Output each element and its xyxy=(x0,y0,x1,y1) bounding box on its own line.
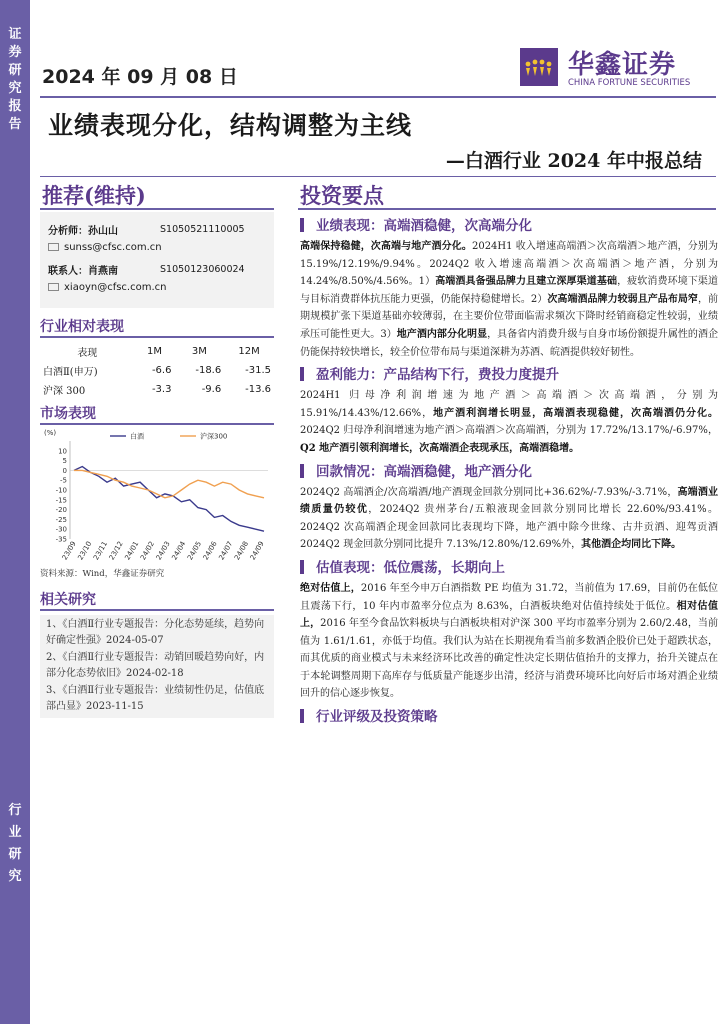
y-axis-label: (%) xyxy=(44,429,57,437)
section-heading xyxy=(300,707,718,727)
x-tick-label: 24/02 xyxy=(139,540,157,562)
heading-bar-icon xyxy=(300,218,304,232)
table-cell: -13.6 xyxy=(245,384,271,395)
body-text: 2016 年至今申万白酒指数 PE 均值为 31.72，当前值为 17.69，目前仍在低位且震荡下行，10 年内市盈率分位点为 8.63%，白酒板块绝对估值持续处于低位。 xyxy=(300,582,718,612)
key-points-column xyxy=(300,212,718,729)
related-item[interactable]: 2、《白酒Ⅱ行业专题报告：动销回暖趋势向好，内部分化态势依旧》2024-02-18 xyxy=(46,652,265,679)
section-heading-text: 回款情况：高端酒稳健，地产酒分化 xyxy=(316,463,532,480)
contact-email[interactable]: xiaoyn@cfsc.com.cn xyxy=(64,282,167,293)
sidebar-char: 券 xyxy=(8,45,22,60)
sidebar-char: 研 xyxy=(8,847,22,862)
performance-title: 行业相对表现 xyxy=(40,316,274,338)
series-line-baijiu xyxy=(74,467,264,532)
bold-text: 其他酒企均同比下降。 xyxy=(581,539,682,551)
sidebar-top-label xyxy=(0,26,30,134)
table-header-cell: 12M xyxy=(238,346,260,357)
envelope-icon xyxy=(48,243,59,251)
contact-name: 肖燕南 xyxy=(88,266,118,277)
left-sidebar-band xyxy=(0,0,30,1024)
x-tick-label: 24/07 xyxy=(217,540,235,562)
table-cell: -31.5 xyxy=(245,365,271,376)
bold-text: 次高端酒品牌力较弱且产品布局窄 xyxy=(547,293,698,305)
table-cell: -6.6 xyxy=(151,365,172,376)
table-header-cell: 1M xyxy=(147,346,163,357)
logo-chinese-name: 华鑫证券 xyxy=(568,50,677,80)
table-row xyxy=(40,380,274,399)
report-date: 2024 年 09 月 08 日 xyxy=(42,66,238,88)
title-divider xyxy=(40,176,716,177)
report-title: 业绩表现分化，结构调整为主线 xyxy=(48,111,413,140)
table-cell: -3.3 xyxy=(151,384,172,395)
bold-text: 相对估值上， xyxy=(300,600,718,630)
y-tick-label: 5 xyxy=(62,457,67,466)
bold-text: 绝对估值上， xyxy=(300,582,361,594)
section-heading xyxy=(300,365,718,385)
table-header-cell: 表现 xyxy=(77,348,98,359)
section-paragraph xyxy=(300,387,718,457)
heading-bar-icon xyxy=(300,367,304,381)
body-text: 2024H1 归母净利润增速为地产酒＞高端酒＞次高端酒，分别为 15.91%/14.43%/12.66%， xyxy=(300,390,718,419)
bold-text: 高端酒具备强品牌力且建立深厚渠道基础 xyxy=(435,276,618,288)
sidebar-char: 业 xyxy=(8,825,22,840)
analyst-box xyxy=(40,212,274,308)
section-paragraph xyxy=(300,580,718,703)
section-heading-text: 盈利能力：产品结构下行，费投力度提升 xyxy=(316,367,559,384)
x-tick-label: 24/04 xyxy=(170,540,188,562)
body-text: 2024Q2 高端酒企/次高端酒/地产酒现金回款分别同比+36.62%/-7.93%/-3.71%， xyxy=(300,486,678,498)
performance-table xyxy=(40,342,274,399)
related-title: 相关研究 xyxy=(40,589,274,611)
table-cell: 白酒Ⅱ(申万) xyxy=(43,367,98,378)
y-tick-label: -20 xyxy=(55,506,67,515)
y-tick-label: -15 xyxy=(55,496,67,505)
table-header-cell: 3M xyxy=(191,346,207,357)
body-text: 2024H1 收入增速高端酒＞次高端酒＞地产酒，分别为 15.19%/12.19%/9.94%。2024Q2 收入增速高端酒＞次高端酒＞地产酒，分别为 14.24%/8.50%/4.56%。1） xyxy=(300,241,718,288)
report-subtitle: —白酒行业 2024 年中报总结 xyxy=(445,150,702,172)
analyst-email[interactable]: sunss@cfsc.com.cn xyxy=(64,242,162,253)
analyst-name: 孙山山 xyxy=(88,226,118,237)
company-logo xyxy=(520,44,710,94)
sidebar-char: 报 xyxy=(8,99,22,114)
x-tick-label: 23/11 xyxy=(92,540,110,562)
chart-source: 资料来源：Wind，华鑫证券研究 xyxy=(40,569,165,579)
section-paragraph xyxy=(300,484,718,554)
table-cell: 沪深 300 xyxy=(43,386,86,397)
x-tick-label: 24/03 xyxy=(154,540,172,562)
section-paragraph xyxy=(300,238,718,361)
table-row xyxy=(40,361,274,380)
x-tick-label: 23/10 xyxy=(76,540,94,562)
section-heading xyxy=(300,216,718,236)
section-heading-text: 业绩表现：高端酒稳健，次高端分化 xyxy=(316,218,532,234)
table-cell: -18.6 xyxy=(195,365,222,376)
section-heading-text: 行业评级及投资策略 xyxy=(316,709,438,726)
bold-text: 高端酒业绩质量仍较优 xyxy=(300,486,719,516)
bold-text: 地产酒利润增长明显，高端酒表现稳健，次高端酒仍分化。 xyxy=(433,407,718,419)
sidebar-char: 行 xyxy=(8,803,22,818)
contact-email-row xyxy=(48,282,166,293)
analyst-email-row xyxy=(48,242,162,253)
contact-cert-no: S1050123060024 xyxy=(160,264,245,275)
body-text: ，2024Q2 贵州茅台/五粮液现金回款分别同比增长 22.60%/93.41%。2024Q2 次高端酒企现金回款同比表现均下降，地产酒中除今世缘、古井贡酒、迎驾贡酒 2024Q2 现金回款分别同比提升 7.13%/12.80%/12.69%外， xyxy=(300,504,718,551)
body-text: ，前期规模扩张下渠道基础亦较薄弱，在主要价位带面临需求频次下降时经销商稳定性较弱，业绩承压可能性更大。3） xyxy=(300,293,719,340)
body-text: ，具备省内消费升级与自身市场份额提升属性的酒企仍能保持较快增长，较全价位带布局与渠道深耕为苏酒、皖酒提供较好韧性。 xyxy=(300,328,718,358)
x-tick-label: 24/06 xyxy=(201,540,219,562)
key-points-underline xyxy=(298,208,716,210)
left-column xyxy=(40,212,274,718)
market-title: 市场表现 xyxy=(40,403,274,425)
body-text: 2016 年至今食品饮料板块与白酒板块相对沪深 300 平均市盈率分别为 2.60/2.48，当前值为 1.61/1.61，亦低于均值。我们认为站在长期视角看当前多数酒企股价已处于超跌状态，而其优质的商业模式与未来经济环比改善的确定性决定长期估值抬升的支撑力，抬升关键点在于本轮调整周期下高库存与低质量产能逐步出清，经济与消费环境环比向好后市场对酒企业绩回升的信心逐步恢复。 xyxy=(300,618,719,700)
y-tick-label: -5 xyxy=(60,476,67,485)
body-text: 2024Q2 归母净利润增速为地产酒＞高端酒＞次高端酒，分别为 17.72%/13.17%/-6.97%， xyxy=(300,425,718,437)
key-points-title: 投资要点 xyxy=(300,183,384,208)
rating-underline xyxy=(40,208,274,210)
sidebar-char: 告 xyxy=(8,117,22,132)
header-divider xyxy=(40,96,716,98)
bold-text: Q2 地产酒引领利润增长，次高端酒企表现承压，高端酒稳增。 xyxy=(300,442,580,454)
legend-label: 沪深300 xyxy=(200,432,228,441)
heading-bar-icon xyxy=(300,464,304,478)
y-tick-label: 0 xyxy=(62,466,67,475)
sidebar-char: 证 xyxy=(8,27,22,42)
section-heading xyxy=(300,558,718,578)
section-heading-text: 估值表现：低位震荡，长期向上 xyxy=(316,559,505,576)
table-header-row xyxy=(40,342,274,361)
x-tick-label: 24/09 xyxy=(248,540,266,562)
body-text: ，疲软消费环境下渠道与目标消费群体抗压能力更强，仍能保持稳健增长。2） xyxy=(300,276,719,305)
y-tick-label: -30 xyxy=(55,525,67,534)
x-tick-label: 24/05 xyxy=(186,540,204,562)
y-tick-label: -10 xyxy=(55,486,67,495)
bold-text: 地产酒内部分化明显 xyxy=(396,328,488,340)
related-list xyxy=(40,615,274,718)
related-item[interactable]: 3、《白酒Ⅱ行业专题报告：业绩韧性仍足，估值底部凸显》2023-11-15 xyxy=(46,685,265,712)
section-heading xyxy=(300,462,718,482)
market-chart-svg xyxy=(40,427,274,567)
contact-label: 联系人： xyxy=(48,266,88,277)
contact-row xyxy=(48,262,118,277)
rating-label: 推荐(维持) xyxy=(42,183,146,208)
market-chart xyxy=(40,427,274,567)
sidebar-char: 究 xyxy=(8,81,22,96)
analyst-label: 分析师： xyxy=(48,226,88,237)
analyst-cert-no: S1050521110005 xyxy=(160,224,245,235)
envelope-icon xyxy=(48,283,59,291)
sidebar-char: 研 xyxy=(8,63,22,78)
logo-mark-icon xyxy=(520,48,558,86)
sidebar-bottom-label xyxy=(0,800,30,888)
x-tick-label: 23/09 xyxy=(60,540,78,562)
related-item[interactable]: 1、《白酒Ⅱ行业专题报告：分化态势延续，趋势向好确定性强》2024-05-07 xyxy=(46,619,265,646)
logo-english-name: CHINA FORTUNE SECURITIES xyxy=(568,78,691,88)
analyst-row xyxy=(48,222,118,237)
legend-label: 白酒 xyxy=(130,432,144,441)
table-cell: -9.6 xyxy=(201,384,222,395)
x-tick-label: 23/12 xyxy=(107,540,125,562)
series-line-hs300 xyxy=(74,470,264,497)
sidebar-char: 究 xyxy=(8,869,22,884)
y-tick-label: -35 xyxy=(55,535,67,544)
x-tick-label: 24/01 xyxy=(123,540,141,562)
heading-bar-icon xyxy=(300,709,304,723)
bold-text: 高端保持稳健，次高端与地产酒分化。 xyxy=(300,241,472,252)
x-tick-label: 24/08 xyxy=(233,540,251,562)
heading-bar-icon xyxy=(300,560,304,574)
y-tick-label: -25 xyxy=(55,515,67,524)
y-tick-label: 10 xyxy=(58,447,67,456)
